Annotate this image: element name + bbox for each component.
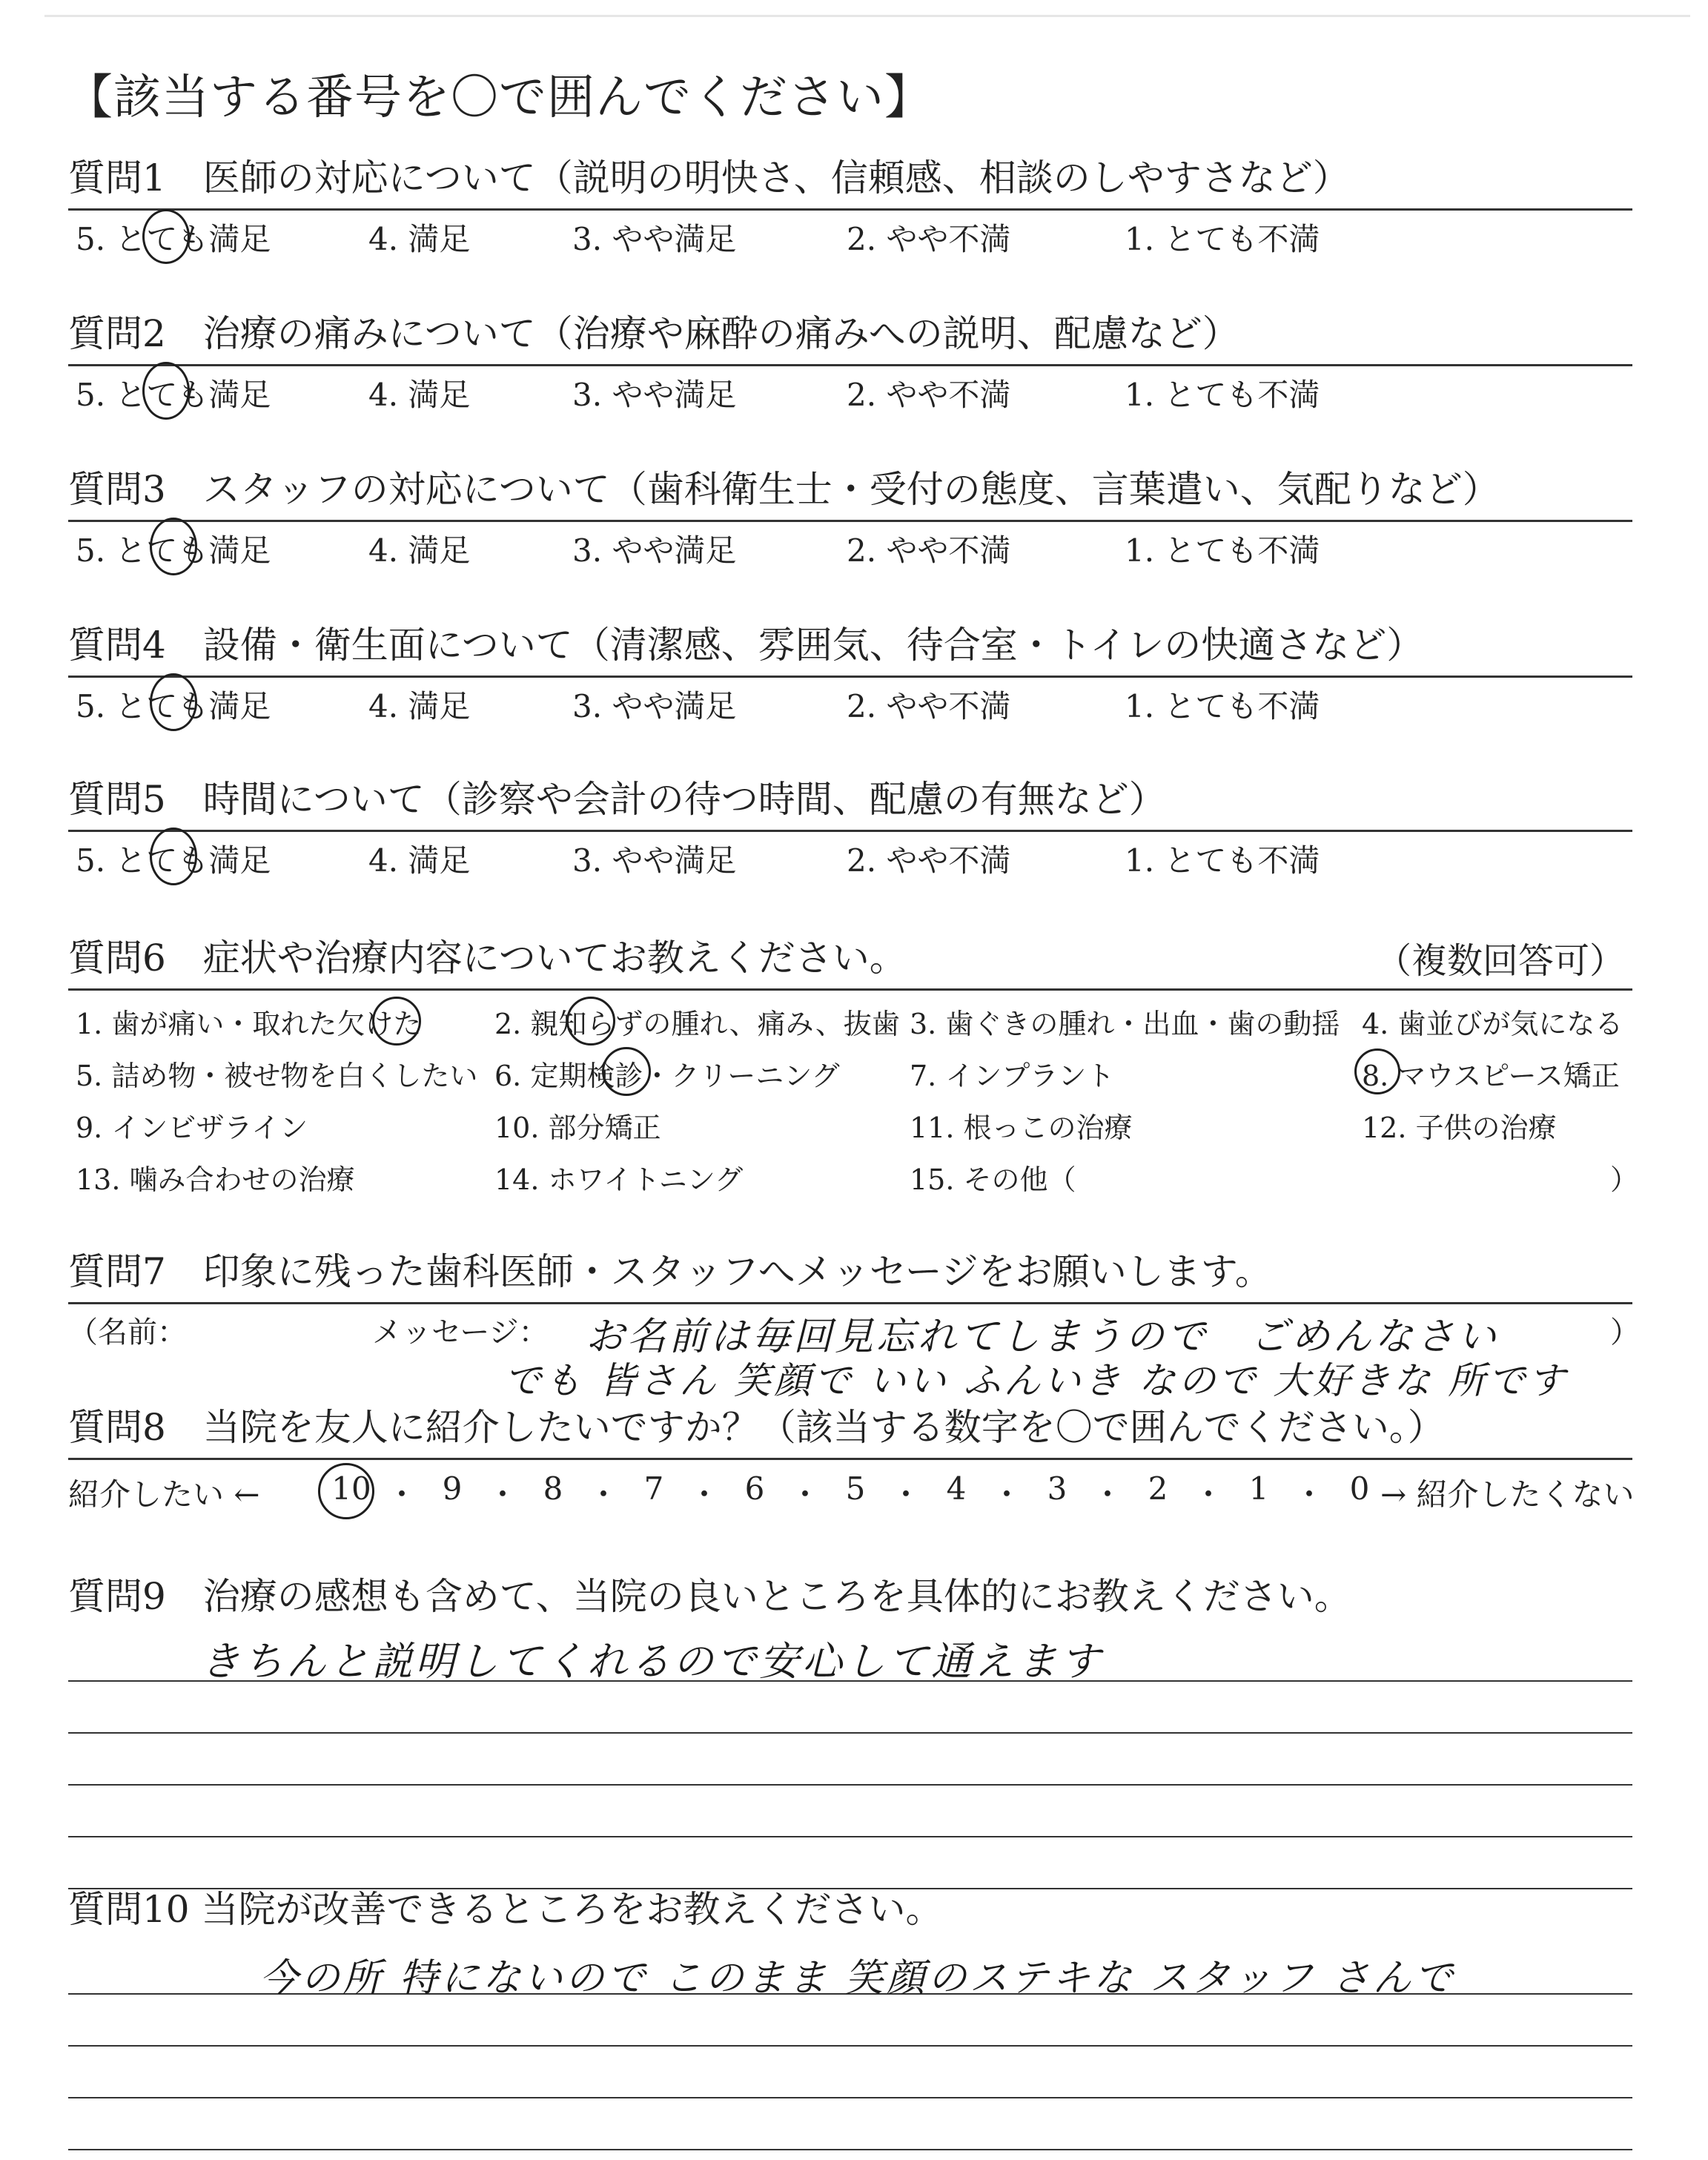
question-7-rule (68, 1302, 1632, 1304)
question-4-title: 質問4 設備・衛生面について（清潔感、雰囲気、待合室・トイレの快適さなど） (68, 624, 1424, 667)
question-10-title: 質問10 当院が改善できるところをお教えください。 (68, 1888, 943, 1931)
selection-circle (150, 673, 197, 731)
option-satisfied[interactable]: 4. 満足 (368, 688, 471, 724)
option-somewhat-satisfied[interactable]: 3. やや満足 (572, 377, 737, 413)
scale-dot: ・ (587, 1476, 619, 1513)
option-very-dissatisfied[interactable]: 1. とても不満 (1125, 377, 1320, 413)
symptom-option[interactable]: 8. マウスピース矯正 (1362, 1060, 1620, 1092)
option-somewhat-satisfied[interactable]: 3. やや満足 (572, 842, 737, 879)
scale-dot: ・ (385, 1476, 417, 1513)
symptom-option[interactable]: 6. 定期検診・クリーニング (494, 1060, 840, 1092)
scale-dot: ・ (1192, 1476, 1224, 1513)
symptom-option[interactable]: 13. 噛み合わせの治療 (76, 1163, 355, 1196)
option-very-dissatisfied[interactable]: 1. とても不満 (1125, 688, 1320, 724)
scale-value[interactable]: 8 (543, 1470, 563, 1507)
scale-value[interactable]: 4 (946, 1470, 967, 1507)
question-1-rule (68, 208, 1632, 211)
option-somewhat-dissatisfied[interactable]: 2. やや不満 (847, 842, 1011, 879)
symptom-option[interactable]: 1. 歯が痛い・取れた欠けた (76, 1008, 422, 1040)
answer-line (68, 2047, 1632, 2098)
message-handwriting-line-2: でも 皆さん 笑顔で いい ふんいき なので 大好きな 所です (504, 1359, 1569, 1402)
symptom-option[interactable]: 9. インビザライン (76, 1112, 308, 1144)
option-very-satisfied[interactable]: 5. とても満足 (76, 842, 271, 879)
question-6-rule (68, 988, 1632, 991)
option-very-satisfied[interactable]: 5. とても満足 (76, 221, 271, 257)
selection-circle (566, 997, 615, 1046)
other-close-paren: ） (1610, 1163, 1639, 1196)
scale-value[interactable]: 1 (1248, 1470, 1269, 1507)
scale-value[interactable]: 2 (1148, 1470, 1168, 1507)
option-somewhat-satisfied[interactable]: 3. やや満足 (572, 688, 737, 724)
symptom-option[interactable]: 4. 歯並びが気になる (1362, 1008, 1623, 1040)
scale-dot: ・ (1091, 1476, 1123, 1513)
question-3 (68, 463, 1632, 571)
question-1-title: 質問1 医師の対応について（説明の明快さ、信頼感、相談のしやすさなど） (68, 156, 1350, 199)
form-header: 【該当する番号を〇で囲んでください】 (65, 70, 933, 125)
option-satisfied[interactable]: 4. 満足 (368, 532, 471, 569)
scale-value[interactable]: 5 (845, 1470, 866, 1507)
selection-circle (142, 209, 190, 264)
question-1 (68, 152, 1632, 260)
option-satisfied[interactable]: 4. 満足 (368, 377, 471, 413)
symptom-option[interactable]: 12. 子供の治療 (1362, 1112, 1557, 1144)
question-4-rule (68, 676, 1632, 678)
answer-line (68, 1682, 1632, 1734)
symptom-option[interactable]: 2. 親知らずの腫れ、痛み、抜歯 (494, 1008, 900, 1040)
answer-line (68, 1786, 1632, 1837)
scale-numbers (326, 1470, 1385, 1515)
answer-line (68, 2098, 1632, 2150)
scale-value[interactable]: 10 (331, 1470, 371, 1507)
question-2-options (68, 371, 1632, 415)
scale-value[interactable]: 3 (1047, 1470, 1068, 1507)
question-3-options (68, 526, 1632, 571)
scale-dot: ・ (890, 1476, 921, 1513)
scale-dot: ・ (486, 1476, 518, 1513)
name-label: （名前： (68, 1315, 187, 1350)
question-6 (68, 932, 1639, 1216)
scale-dot: ・ (688, 1476, 720, 1513)
question-9-title: 質問9 治療の感想も含めて、当院の良いところを具体的にお教えください。 (68, 1575, 1351, 1618)
multiple-answers-note: （複数回答可） (1375, 940, 1625, 982)
question-2-rule (68, 364, 1632, 366)
question-5-rule (68, 830, 1632, 832)
question-9 (68, 1571, 1632, 1889)
symptom-option[interactable]: 11. 根っこの治療 (910, 1112, 1133, 1144)
option-satisfied[interactable]: 4. 満足 (368, 842, 471, 879)
page-top-edge (44, 15, 1690, 17)
answer-line (68, 1734, 1632, 1786)
option-very-dissatisfied[interactable]: 1. とても不満 (1125, 842, 1320, 879)
scale-dot: ・ (789, 1476, 821, 1513)
scale-value[interactable]: 6 (744, 1470, 765, 1507)
symptom-option[interactable]: 7. インプラント (910, 1060, 1115, 1092)
question-7-title: 質問7 印象に残った歯科医師・スタッフへメッセージをお願いします。 (68, 1250, 1272, 1293)
message-close-paren: ） (1610, 1315, 1640, 1350)
answer-line (68, 1995, 1632, 2047)
scale-value[interactable]: 0 (1349, 1470, 1370, 1507)
selection-circle (150, 828, 197, 885)
question-10 (68, 1883, 1632, 2150)
good-points-handwriting: きちんと説明してくれるので安心して通えます (200, 1638, 1103, 1685)
selection-circle (150, 518, 197, 575)
option-somewhat-satisfied[interactable]: 3. やや満足 (572, 221, 737, 257)
selection-circle (318, 1463, 374, 1519)
question-5 (68, 773, 1632, 881)
symptom-option-other[interactable]: 15. その他（ (910, 1163, 1076, 1196)
scale-dot: ・ (990, 1476, 1022, 1513)
question-2-title: 質問2 治療の痛みについて（治療や麻酔の痛みへの説明、配慮など） (68, 312, 1239, 355)
question-6-title: 質問6 症状や治療内容についてお教えください。 (68, 937, 907, 980)
referral-scale (68, 1470, 1635, 1522)
option-very-satisfied[interactable]: 5. とても満足 (76, 532, 271, 569)
question-6-options (68, 1001, 1639, 1216)
option-somewhat-dissatisfied[interactable]: 2. やや不満 (847, 532, 1011, 569)
scale-dot: ・ (1293, 1476, 1325, 1513)
question-3-rule (68, 520, 1632, 522)
message-label: メッセージ： (372, 1315, 549, 1350)
question-5-title: 質問5 時間について（診察や会計の待つ時間、配慮の有無など） (68, 778, 1166, 821)
option-somewhat-dissatisfied[interactable]: 2. やや不満 (847, 221, 1011, 257)
option-very-satisfied[interactable]: 5. とても満足 (76, 688, 271, 724)
option-very-dissatisfied[interactable]: 1. とても不満 (1125, 221, 1320, 257)
scale-left-label: 紹介したい ← (68, 1476, 260, 1513)
symptom-option[interactable]: 10. 部分矯正 (494, 1112, 661, 1144)
improvement-handwriting: 今の所 特にないので このまま 笑顔のステキな スタッフ さんで (259, 1956, 1456, 2001)
symptom-option[interactable]: 3. 歯ぐきの腫れ・出血・歯の動揺 (910, 1008, 1340, 1040)
option-satisfied[interactable]: 4. 満足 (368, 221, 471, 257)
question-4 (68, 619, 1632, 727)
scale-value[interactable]: 7 (643, 1470, 664, 1507)
option-very-satisfied[interactable]: 5. とても満足 (76, 377, 271, 413)
scale-value[interactable]: 9 (442, 1470, 463, 1507)
symptom-option[interactable]: 14. ホワイトニング (494, 1163, 744, 1196)
option-very-dissatisfied[interactable]: 1. とても不満 (1125, 532, 1320, 569)
question-5-options (68, 836, 1632, 881)
option-somewhat-dissatisfied[interactable]: 2. やや不満 (847, 688, 1011, 724)
message-handwriting-line-1: お名前は毎回見忘れてしまうので ごめんなさい (586, 1315, 1500, 1359)
option-somewhat-dissatisfied[interactable]: 2. やや不満 (847, 377, 1011, 413)
question-8-rule (68, 1458, 1632, 1460)
question-1-options (68, 215, 1632, 260)
question-8-title: 質問8 当院を友人に紹介したいですか？（該当する数字を〇で囲んでください。） (68, 1406, 1445, 1449)
selection-circle (372, 997, 421, 1046)
question-3-title: 質問3 スタッフの対応について（歯科衛生士・受付の態度、言葉遣い、気配りなど） (68, 468, 1500, 511)
symptom-option[interactable]: 5. 詰め物・被せ物を白くしたい (76, 1060, 478, 1092)
question-8 (68, 1401, 1635, 1522)
answer-line (68, 1837, 1632, 1889)
scale-right-label: → 紹介したくない (1380, 1476, 1635, 1513)
question-4-options (68, 682, 1632, 727)
selection-circle (1354, 1048, 1400, 1094)
selection-circle (602, 1047, 651, 1096)
question-2 (68, 308, 1632, 415)
selection-circle (142, 362, 190, 420)
option-somewhat-satisfied[interactable]: 3. やや満足 (572, 532, 737, 569)
